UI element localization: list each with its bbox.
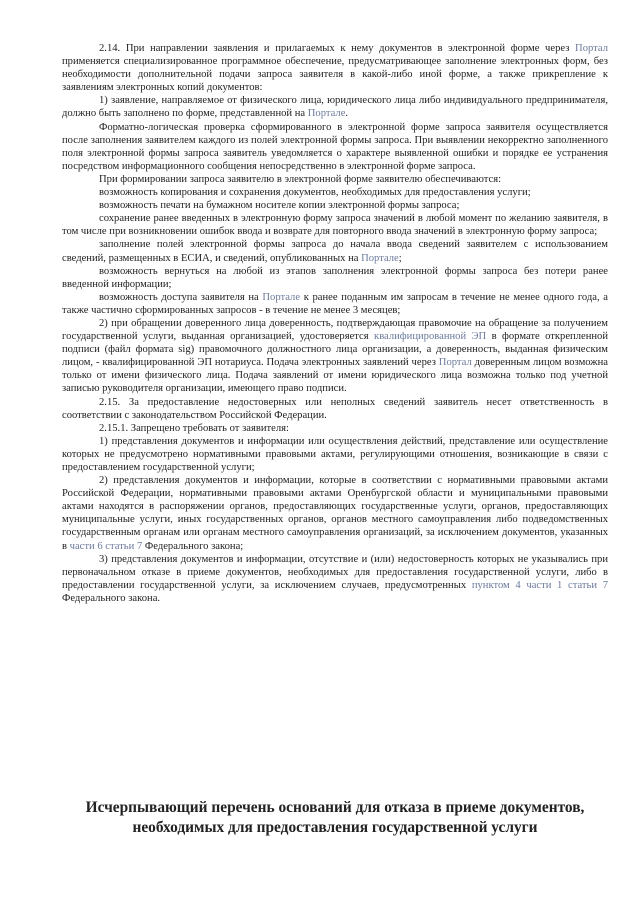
paragraph-text: Форматно-логическая проверка сформированного в электронной форме запроса заявителя осуществляется после заполнения заявителем каждого из полей электронной формы запроса. При выявлении некорректно заполненного поля электронной формы запроса заявитель уведомляется о характере выявленной ошибки и порядке ее устранения посредством информационного сообщения непосредственно в электронной форме запроса. — [62, 121, 608, 172]
paragraph — [62, 291, 608, 317]
paragraph — [62, 42, 608, 94]
paragraph — [62, 435, 608, 474]
paragraph-text: . — [345, 108, 349, 120]
paragraph-text: применяется специализированное программное обеспечение, предусматривающее заполнение электронных форм, без необходимости дополнительной подачи запроса заявителя в какой-либо иной форме, а также прикрепление к заявлениям электронных копий документов: — [62, 56, 608, 94]
paragraph-text: Федерального закона. — [62, 592, 161, 604]
paragraph — [62, 238, 608, 264]
paragraph — [62, 121, 608, 173]
paragraph — [62, 186, 608, 199]
document-link[interactable]: Портале — [307, 108, 346, 120]
document-link[interactable]: Портале — [262, 291, 301, 303]
paragraph-text: 2.15.1. Запрещено требовать от заявителя: — [99, 422, 289, 434]
section-heading: Исчерпывающий перечень оснований для отказа в приеме документов, необходимых для предоставления государственной услуги — [85, 799, 585, 836]
paragraph-text: Федерального закона; — [142, 540, 244, 552]
document-body — [62, 42, 608, 605]
paragraph-text: 2) при обращении доверенного лица доверенность, подтверждающая правомочие на обращение за получением государственной услуги, выданная организацией, удостоверяется — [62, 317, 608, 343]
paragraph-text: в формате открепленной подписи (файл формата sig) правомочного должностного лица организации, а доверенность, выданная физическим лицом, - квалифицированной ЭП нотариуса. Подача электронных заявлений через — [62, 331, 609, 369]
paragraph-text: 2) представления документов и информации, которые в соответствии с нормативными правовыми актами Российской Федерации, нормативными правовыми актами Оренбургской области и муниципальными правовыми актами находятся в распоряжении органов, предоставляющих государственные услуги, органов, предоставляющих муниципальные услуги, иных государственных органов, органов местного самоуправления либо подведомственных государственным органам или органам местного самоуправления организаций, за исключением документов, указанных в — [62, 475, 608, 552]
paragraph — [62, 474, 608, 553]
paragraph-text: 1) заявление, направляемое от физического лица, юридического лица либо индивидуального предпринимателя, должно быть заполнено по форме, представленной на — [62, 95, 608, 120]
paragraph — [62, 199, 608, 212]
document-link[interactable]: Портал — [575, 43, 608, 54]
paragraph-text: 2.14. При направлении заявления и прилагаемых к нему документов в электронной форме через — [99, 43, 576, 54]
document-link[interactable]: пунктом 4 части 1 статьи 7 — [471, 579, 608, 591]
paragraph — [62, 94, 608, 120]
paragraph-text: 1) представления документов и информации или осуществления действий, представление или осуществление которых не предусмотрено нормативными правовыми актами, регулирующими отношения, возникающие в связи с предоставлением государственной услуги; — [62, 435, 608, 473]
paragraph-text: возможность доступа заявителя на — [99, 291, 263, 303]
paragraph — [62, 396, 608, 422]
paragraph — [62, 317, 608, 396]
document-link[interactable]: квалифицированной ЭП — [374, 331, 487, 343]
paragraph-text: возможность печати на бумажном носителе копии электронной формы запроса; — [99, 200, 460, 212]
paragraph-text: сохранение ранее введенных в электронную форму запроса значений в любой момент по желанию заявителя, в том числе при возникновении ошибок ввода и возврате для повторного ввода значений в электронную форму запроса; — [62, 213, 608, 238]
paragraph — [62, 422, 608, 435]
document-link[interactable]: части 6 статьи 7 — [69, 540, 143, 552]
paragraph-text: заполнение полей электронной формы запроса до начала ввода сведений заявителем с использованием сведений, размещенных в ЕСИА, и сведений, опубликованных на — [62, 239, 608, 264]
paragraph-text: 2.15. За предоставление недостоверных или неполных сведений заявитель несет ответственность в соответствии с законодательством Российской Федерации. — [62, 396, 608, 421]
paragraph — [62, 173, 608, 186]
paragraph-text: При формировании запроса заявителю в электронной форме заявителю обеспечиваются: — [99, 173, 502, 185]
paragraph — [62, 553, 608, 605]
paragraph-text: доверенным лицом возможна только от имени физического лица. Подача заявлений от имени юридического лица возможна только под учетной записью руководителя организации, имеющего право подписи. — [62, 357, 609, 395]
document-link[interactable]: Портал — [438, 357, 472, 369]
paragraph-text: возможность вернуться на любой из этапов заполнения электронной формы запроса без потери ранее введенной информации; — [62, 265, 608, 290]
paragraph-text: к ранее поданным им запросам в течение не менее одного года, а также частично сформированных запросов - в течение не менее 3 месяцев; — [62, 291, 608, 316]
paragraph-text: ; — [398, 252, 402, 264]
paragraph — [62, 212, 608, 238]
paragraph-text: возможность копирования и сохранения документов, необходимых для предоставления услуги; — [99, 187, 531, 199]
document-link[interactable]: Портале — [361, 252, 399, 264]
paragraph — [62, 265, 608, 291]
paragraph-text: 3) представления документов и информации, отсутствие и (или) недостоверность которых не указывались при первоначальном отказе в приеме документов, необходимых для предоставления государственной услуги, либо в предоставлении государственной услуги, за исключением случаев, предусмотренных — [62, 553, 608, 591]
